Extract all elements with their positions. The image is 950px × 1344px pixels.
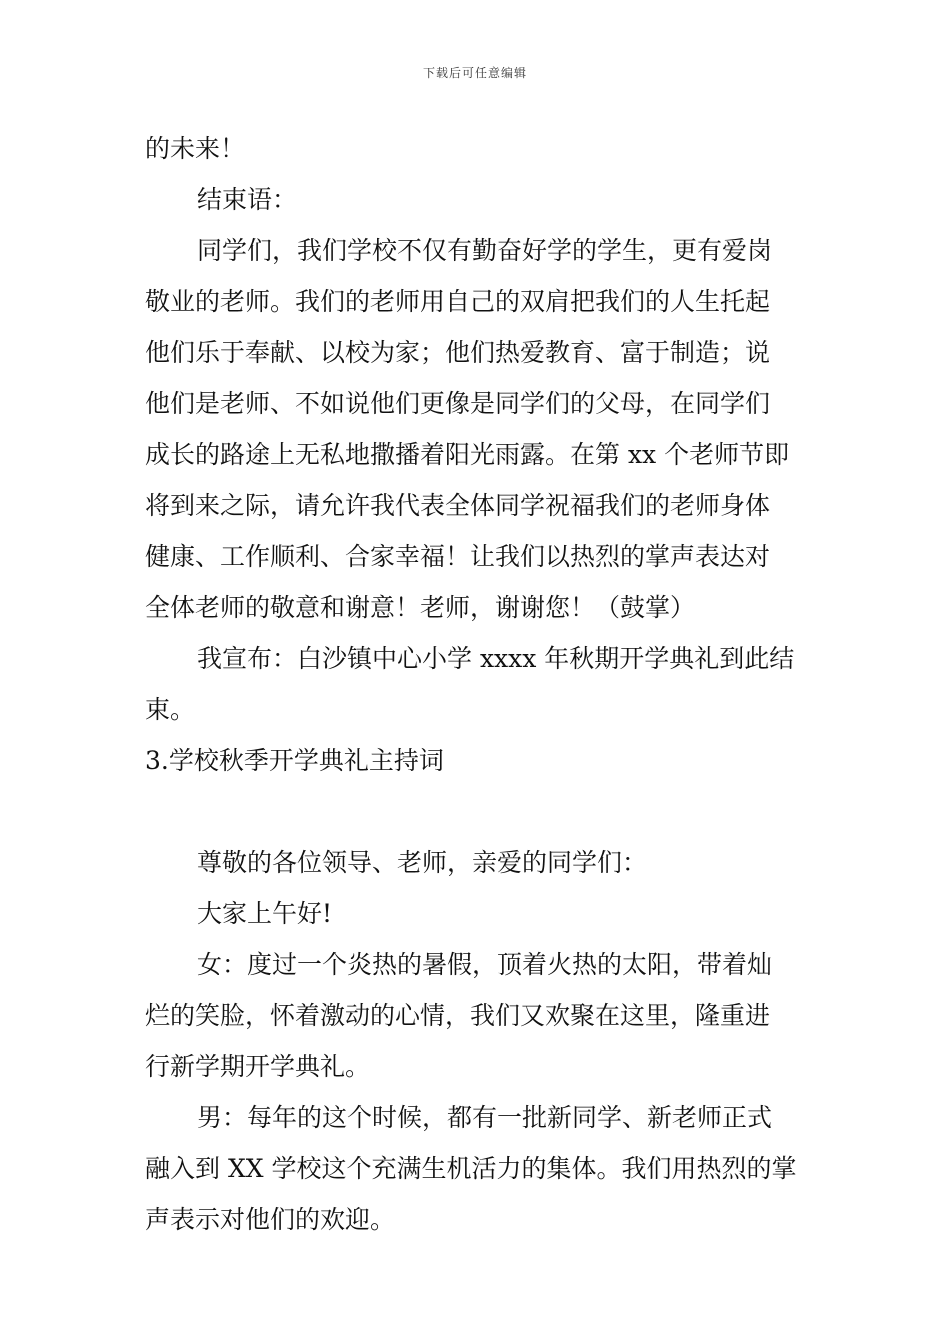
- text-line: 健康、工作顺利、合家幸福！让我们以热烈的掌声表达对: [145, 542, 771, 571]
- text-line: 女：度过一个炎热的暑假，顶着火热的太阳，带着灿: [197, 950, 773, 979]
- greeting-line: 大家上午好!: [197, 899, 333, 928]
- text-line: 束。: [145, 695, 196, 724]
- document-body: [145, 123, 810, 1245]
- section-heading-closing: 结束语：: [197, 185, 298, 214]
- page-header: 下载后可任意编辑: [422, 66, 527, 80]
- text-line: 全体老师的敬意和谢意！老师，谢谢您！（鼓掌）: [145, 593, 696, 622]
- text-line: 同学们，我们学校不仅有勤奋好学的学生，更有爱岗: [197, 236, 773, 265]
- text-line: 敬业的老师。我们的老师用自己的双肩把我们的人生托起: [145, 287, 771, 316]
- text-line: 将到来之际，请允许我代表全体同学祝福我们的老师身体: [145, 491, 771, 520]
- text-line: 我宣布：白沙镇中心小学 xxxx 年秋期开学典礼到此结: [197, 644, 795, 673]
- text-line: 他们是老师、不如说他们更像是同学们的父母，在同学们: [145, 389, 771, 418]
- text-line: 声表示对他们的欢迎。: [145, 1205, 396, 1234]
- text-line: 的未来！: [145, 134, 246, 163]
- blank-line: [145, 786, 810, 837]
- text-line: 男：每年的这个时候，都有一批新同学、新老师正式: [197, 1103, 773, 1132]
- text-line: 成长的路途上无私地撒播着阳光雨露。在第 xx 个老师节即: [145, 440, 790, 469]
- greeting-line: 尊敬的各位领导、老师，亲爱的同学们：: [197, 848, 648, 877]
- text-line: 融入到 XX 学校这个充满生机活力的集体。我们用热烈的掌: [145, 1154, 797, 1183]
- section-title: 3.学校秋季开学典礼主持词: [145, 746, 444, 775]
- text-line: 行新学期开学典礼。: [145, 1052, 371, 1081]
- text-line: 烂的笑脸，怀着激动的心情，我们又欢聚在这里，隆重进: [145, 1001, 771, 1030]
- text-line: 他们乐于奉献、以校为家；他们热爱教育、富于制造；说: [145, 338, 771, 367]
